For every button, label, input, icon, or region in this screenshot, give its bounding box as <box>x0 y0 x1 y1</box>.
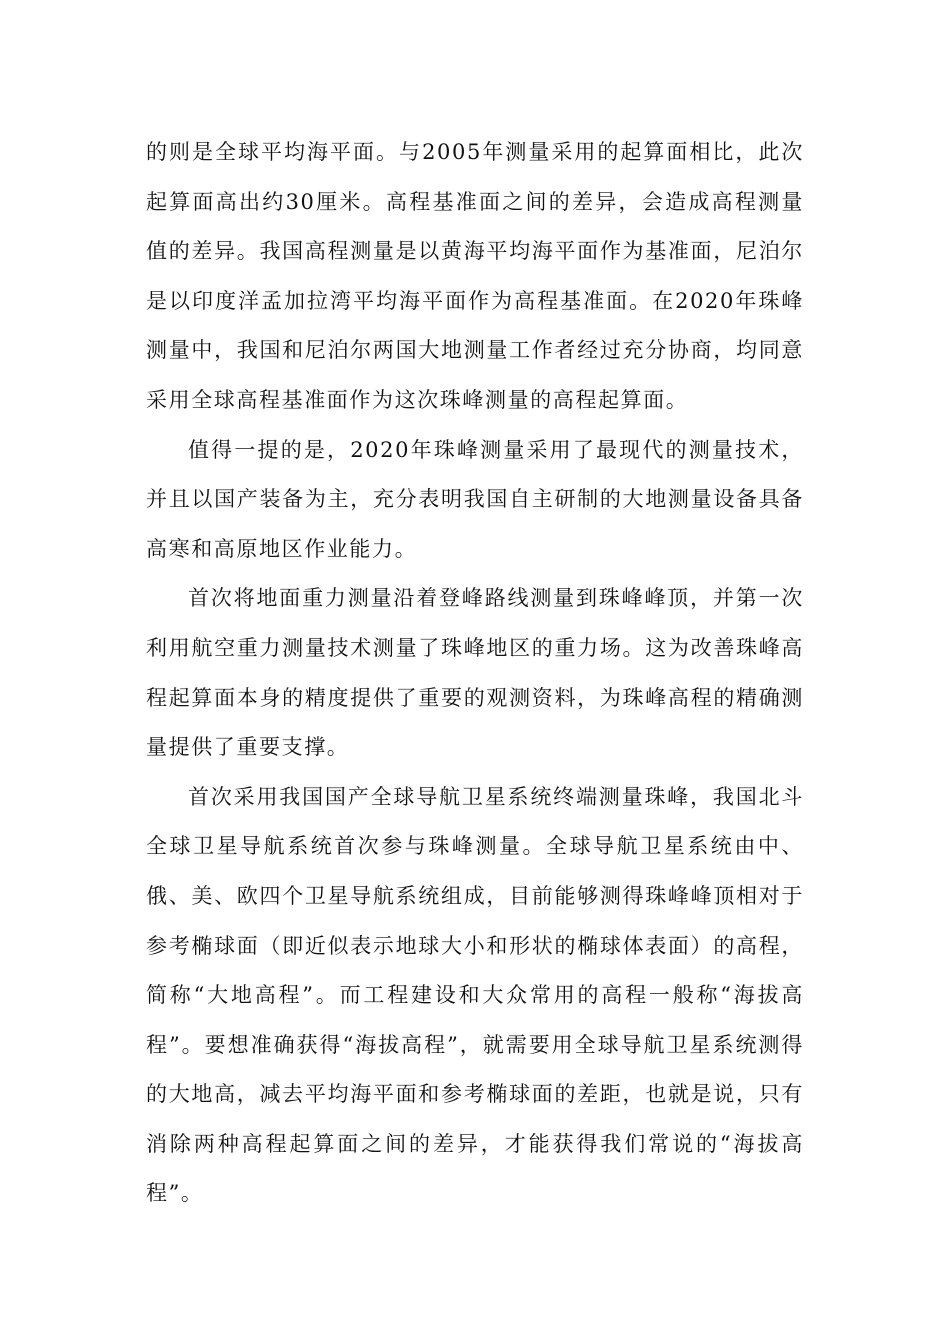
paragraph-continued: 的则是全球平均海平面。与2005年测量采用的起算面相比，此次起算面高出约30厘米。高程基准面之间的差异，会造成高程测量值的差异。我国高程测量是以黄海平均海平面作为基准面，尼泊尔是以印度洋孟加拉湾平均海平面作为高程基准面。在2020年珠峰测量中，我国和尼泊尔两国大地测量工作者经过充分协商，均同意采用全球高程基准面作为这次珠峰测量的高程起算面。 <box>146 140 804 412</box>
paragraph-navigation-satellite: 首次采用我国国产全球导航卫星系统终端测量珠峰，我国北斗全球卫星导航系统首次参与珠峰测量。全球导航卫星系统由中、俄、美、欧四个卫星导航系统组成，目前能够测得珠峰峰顶相对于参考椭球面（即近似表示地球大小和形状的椭球体表面）的高程，简称“大地高程”。而工程建设和大众常用的高程一般称“海拔高程”。要想准确获得“海拔高程”，就需要用全球导航卫星系统测得的大地高，减去平均海平面和参考椭球面的差距，也就是说，只有消除两种高程起算面之间的差异，才能获得我们常说的“海拔高程”。 <box>146 784 804 1206</box>
body-text <box>146 128 804 1219</box>
paragraph-gravity-survey: 首次将地面重力测量沿着登峰路线测量到珠峰峰顶，并第一次利用航空重力测量技术测量了珠峰地区的重力场。这为改善珠峰高程起算面本身的精度提供了重要的观测资料，为珠峰高程的精确测量提供了重要支撑。 <box>146 586 804 760</box>
paragraph-modern-technology: 值得一提的是，2020年珠峰测量采用了最现代的测量技术，并且以国产装备为主，充分表明我国自主研制的大地测量设备具备高寒和高原地区作业能力。 <box>146 437 804 561</box>
